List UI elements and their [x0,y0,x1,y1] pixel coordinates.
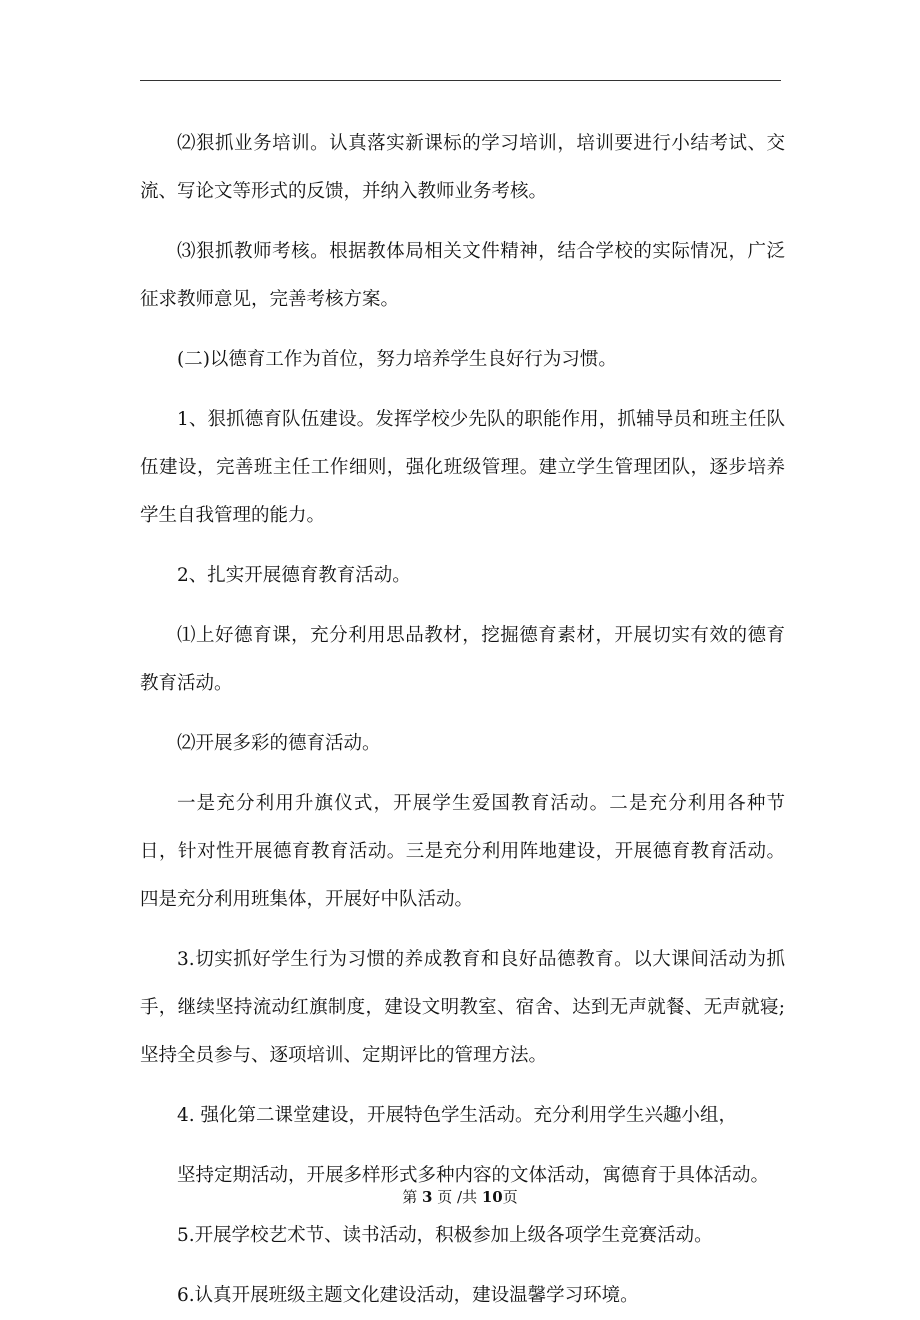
paragraph: 2、扎实开展德育教育活动。 [177,565,411,586]
paragraph: 1、狠抓德育队伍建设。发挥学校少先队的职能作用，抓辅导员和班主任队伍建设，完善班主任工作细则，强化班级管理。建立学生管理团队，逐步培养学生自我管理的能力。 [140,409,785,526]
paragraph: 3.切实抓好学生行为习惯的养成教育和良好品德教育。以大课间活动为抓手，继续坚持流动红旗制度，建设文明教室、宿舍、达到无声就餐、无声就寝;坚持全员参与、逐项培训、定期评比的管理方法。 [140,949,785,1066]
paragraph: 5.开展学校艺术节、读书活动，积极参加上级各项学生竞赛活动。 [177,1225,713,1246]
header-rule [140,80,781,81]
paragraph: 4. 强化第二课堂建设，开展特色学生活动。充分利用学生兴趣小组， [177,1105,738,1126]
paragraph: 6.认真开展班级主题文化建设活动，建设温馨学习环境。 [177,1285,639,1306]
paragraph: 一是充分利用升旗仪式，开展学生爱国教育活动。二是充分利用各种节日，针对性开展德育教育活动。三是充分利用阵地建设，开展德育教育活动。四是充分利用班集体，开展好中队活动。 [140,793,785,910]
current-page-number: 3 [422,1188,433,1206]
paragraph: ⑵开展多彩的德育活动。 [177,733,381,754]
total-pages-number: 10 [481,1188,503,1206]
paragraph: ⑶狠抓教师考核。根据教体局相关文件精神，结合学校的实际情况，广泛征求教师意见，完善考核方案。 [140,241,785,310]
footer-prefix: 第 [402,1188,423,1206]
paragraph: ⑵狠抓业务培训。认真落实新课标的学习培训，培训要进行小结考试、交流、写论文等形式的反馈，并纳入教师业务考核。 [140,133,785,202]
paragraph: 坚持定期活动，开展多样形式多种内容的文体活动，寓德育于具体活动。 [177,1165,770,1186]
footer-middle: 页 /共 [432,1188,482,1206]
paragraph: ⑴上好德育课，充分利用思品教材，挖掘德育素材，开展切实有效的德育教育活动。 [140,625,785,694]
footer-suffix: 页 [502,1188,518,1206]
document-body [140,120,785,1320]
section-heading: (二)以德育工作为首位，努力培养学生良好行为习惯。 [177,349,617,370]
page-footer [0,1186,920,1207]
